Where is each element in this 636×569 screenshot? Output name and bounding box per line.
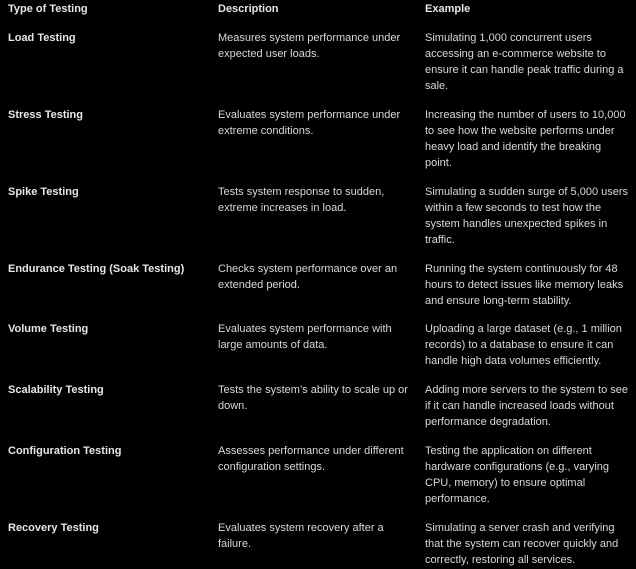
header-description: Description bbox=[218, 3, 279, 15]
row-description: Tests the system’s ability to scale up or down. bbox=[218, 384, 408, 412]
row-description: Evaluates system performance under extreme conditions. bbox=[218, 109, 401, 137]
row-description: Evaluates system performance with large amounts of data. bbox=[218, 323, 392, 351]
row-example: Adding more servers to the system to see if it can handle increased loads without performance degradation. bbox=[425, 384, 628, 428]
row-example: Increasing the number of users to 10,000 to see how the website performs under heavy load and identify the breaking point. bbox=[425, 109, 626, 169]
row-example: Testing the application on different hardware configurations (e.g., varying CPU, memory) to ensure optimal performance. bbox=[425, 445, 610, 505]
row-example: Simulating a sudden surge of 5,000 users within a few seconds to test how the system handles unexpected spikes in traffic. bbox=[425, 186, 629, 246]
row-type: Recovery Testing bbox=[8, 522, 99, 534]
row-type: Load Testing bbox=[8, 32, 76, 44]
header-type-of-testing: Type of Testing bbox=[8, 3, 88, 15]
row-example: Running the system continuously for 48 hours to detect issues like memory leaks and ensure long-term stability. bbox=[425, 263, 624, 307]
row-description: Evaluates system recovery after a failure. bbox=[218, 522, 384, 550]
row-type: Endurance Testing (Soak Testing) bbox=[8, 263, 185, 275]
row-example: Uploading a large dataset (e.g., 1 million records) to a database to ensure it can handle high data volumes efficiently. bbox=[425, 323, 622, 367]
row-type: Stress Testing bbox=[8, 109, 83, 121]
row-example: Simulating 1,000 concurrent users accessing an e-commerce website to ensure it can handle peak traffic during a sale. bbox=[425, 32, 624, 92]
row-description: Measures system performance under expected user loads. bbox=[218, 32, 401, 60]
row-type: Scalability Testing bbox=[8, 384, 104, 396]
row-type: Volume Testing bbox=[8, 323, 89, 335]
row-type: Spike Testing bbox=[8, 186, 79, 198]
row-description: Tests system response to sudden, extreme increases in load. bbox=[218, 186, 385, 214]
row-type: Configuration Testing bbox=[8, 445, 122, 457]
row-example: Simulating a server crash and verifying that the system can recover quickly and correctly, restoring all services. bbox=[425, 522, 619, 566]
row-description: Assesses performance under different configuration settings. bbox=[218, 445, 404, 473]
row-description: Checks system performance over an extended period. bbox=[218, 263, 398, 291]
header-example: Example bbox=[425, 3, 471, 15]
